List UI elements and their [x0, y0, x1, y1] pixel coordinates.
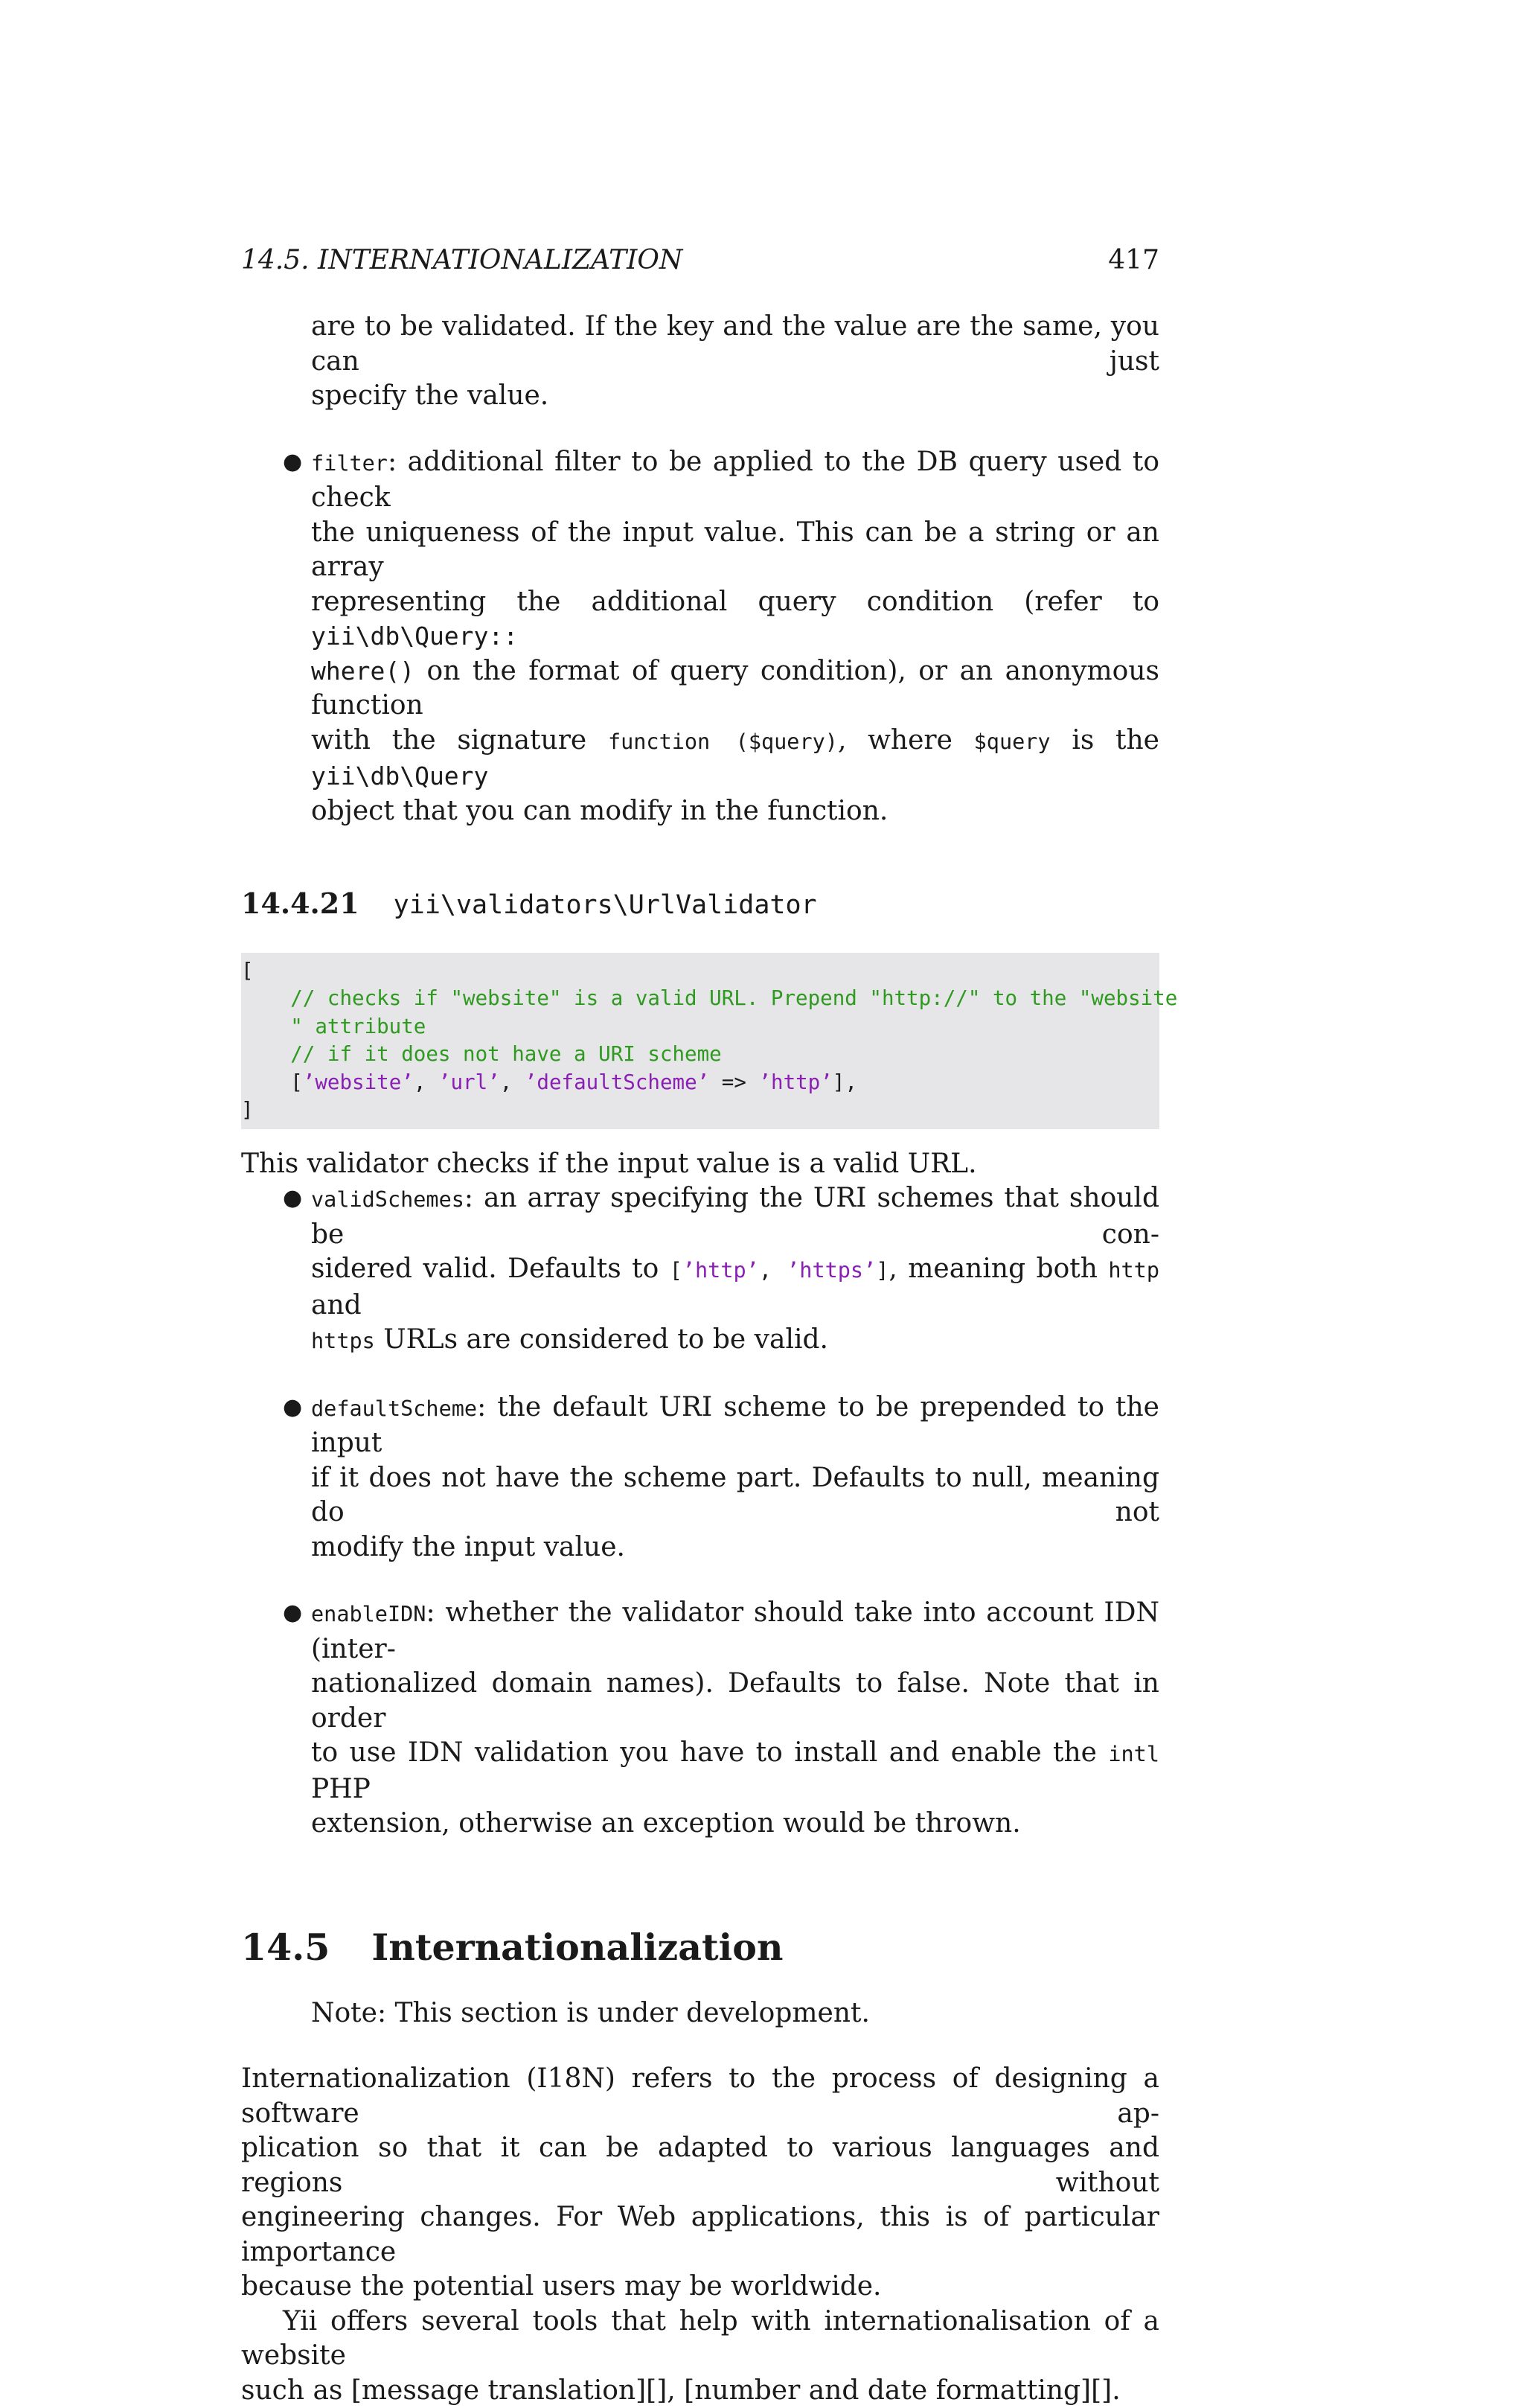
subsection-number: 14.4.21: [241, 887, 359, 922]
i18n-paragraph: [241, 2062, 1159, 2305]
yii-tools-paragraph: [241, 2305, 1159, 2408]
text-line: https URLs are considered to be valid.: [311, 1323, 1159, 1359]
text-line: to use IDN validation you have to install and enable the intl PHP: [311, 1736, 1159, 1807]
text-line: This validator checks if the input value is a valid URL.: [241, 1147, 1159, 1182]
text-line: defaultScheme: the default URI scheme to be prepended to the input: [311, 1390, 1159, 1461]
code-line: [’website’, ’url’, ’defaultScheme’ => ’http’],: [241, 1069, 1159, 1097]
text-line: nationalized domain names). Defaults to false. Note that in order: [311, 1667, 1159, 1736]
option-enable-idn: [241, 1596, 1159, 1842]
text-line: if it does not have the scheme part. Defaults to null, meaning do not: [311, 1461, 1159, 1530]
page-number: 417: [1108, 238, 1159, 283]
bullet-icon: ●: [283, 1596, 302, 1631]
filter-bullet: [241, 445, 1159, 829]
text-line: modify the input value.: [311, 1530, 1159, 1565]
section-number: 14.5: [241, 1925, 330, 1970]
bullet-icon: ●: [283, 445, 302, 480]
bullet-body: [311, 445, 1159, 829]
continuation-text: [311, 310, 1159, 414]
text-line: with the signature function ($query), where $query is the yii\db\Query: [311, 724, 1159, 794]
code-line: // checks if "website" is a valid URL. Prepend "http://" to the "website: [241, 985, 1159, 1013]
bullet-body: [311, 1181, 1159, 1359]
text-line: representing the additional query condition (refer to yii\db\Query::: [311, 585, 1159, 654]
text-line: are to be validated. If the key and the value are the same, you can just: [311, 310, 1159, 379]
text-line: where() on the format of query condition), or an anonymous function: [311, 654, 1159, 724]
code-line: " attribute: [241, 1013, 1159, 1041]
text-line: filter: additional filter to be applied to the DB query used to check: [311, 445, 1159, 516]
text-line: plication so that it can be adapted to various languages and regions without: [241, 2131, 1159, 2200]
text-line: extension, otherwise an exception would be thrown.: [311, 1807, 1159, 1842]
bullet-icon: ●: [283, 1390, 302, 1425]
text-line: the uniqueness of the input value. This can be a string or an array: [311, 516, 1159, 585]
text-line: Internationalization (I18N) refers to the process of designing a software ap-: [241, 2062, 1159, 2131]
code-listing: [241, 953, 1159, 1129]
text-line: engineering changes. For Web applications, this is of particular importance: [241, 2200, 1159, 2270]
text-line: Yii offers several tools that help with internationalisation of a website: [241, 2305, 1159, 2374]
development-note: Note: This section is under development.: [311, 1996, 1159, 2031]
code-line: [: [241, 957, 1159, 986]
section-title: Internationalization: [371, 1925, 783, 1970]
bullet-body: [311, 1390, 1159, 1565]
bullet-icon: ●: [283, 1181, 302, 1216]
url-intro-paragraph: [241, 1147, 1159, 1182]
text-line: object that you can modify in the function.: [311, 794, 1159, 829]
option-default-scheme: [241, 1390, 1159, 1565]
subsection-heading: [241, 887, 1159, 923]
text-line: such as [message translation][], [number and date formatting][].: [241, 2374, 1159, 2408]
option-valid-schemes: [241, 1181, 1159, 1359]
section-heading: [241, 1925, 1159, 1970]
document-page: [241, 238, 1159, 2408]
subsection-title: yii\validators\UrlValidator: [394, 888, 817, 923]
text-line: enableIDN: whether the validator should take into account IDN (inter-: [311, 1596, 1159, 1667]
filter-bullet-list: [241, 445, 1159, 829]
code-line: ]: [241, 1096, 1159, 1125]
running-header: [241, 238, 1159, 283]
text-line: specify the value.: [311, 379, 1159, 414]
text-line: because the potential users may be worldwide.: [241, 2270, 1159, 2305]
text-line: validSchemes: an array specifying the URI schemes that should be con-: [311, 1181, 1159, 1252]
bullet-body: [311, 1596, 1159, 1842]
text-line: sidered valid. Defaults to [’http’, ’https’], meaning both http and: [311, 1252, 1159, 1323]
running-title: 14.5. INTERNATIONALIZATION: [241, 238, 682, 283]
url-options-list: [241, 1181, 1159, 1842]
code-line: // if it does not have a URI scheme: [241, 1041, 1159, 1069]
